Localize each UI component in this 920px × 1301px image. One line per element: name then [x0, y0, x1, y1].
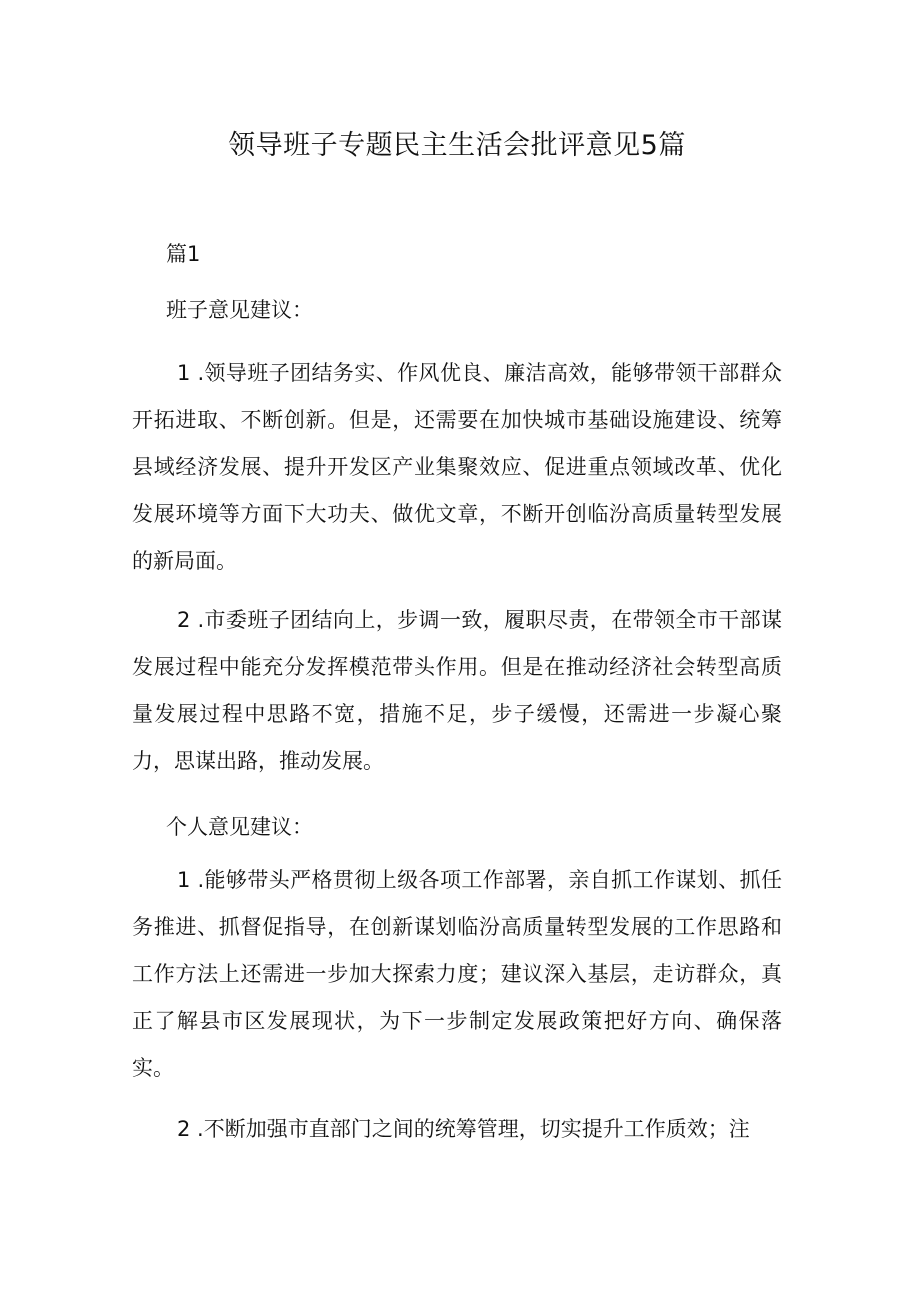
subheading-personal-suggestions: 个人意见建议：	[166, 815, 313, 839]
document-title: 领导班子专题民主生活会批评意见5篇	[228, 130, 686, 161]
paragraph-personal-2: 2 .不断加强市直部门之间的统筹管理，切实提升工作质效；注	[177, 1117, 750, 1141]
paragraph-team-2: 2 .市委班子团结向上，步调一致，履职尽责，在带领全市干部谋发展过程中能充分发挥模范带头作用。但是在推动经济社会转型高质量发展过程中思路不宽，措施不足，步子缓慢，还需进一步凝心聚力，思谋出路，推动发展。	[132, 608, 782, 773]
paragraph-personal-1: 1 .能够带头严格贯彻上级各项工作部署，亲自抓工作谋划、抓任务推进、抓督促指导，在创新谋划临汾高质量转型发展的工作思路和工作方法上还需进一步加大探索力度；建议深入基层，走访群众，真正了解县市区发展现状，为下一步制定发展政策把好方向、确保落实。	[132, 868, 782, 1080]
paragraph-team-1: 1 .领导班子团结务实、作风优良、廉洁高效，能够带领干部群众开拓进取、不断创新。但是，还需要在加快城市基础设施建设、统筹县域经济发展、提升开发区产业集聚效应、促进重点领域改革、优化发展环境等方面下大功夫、做优文章，不断开创临汾高质量转型发展的新局面。	[132, 361, 782, 573]
subheading-team-suggestions: 班子意见建议：	[166, 298, 313, 322]
section-heading-pian1: 篇1	[166, 242, 201, 266]
